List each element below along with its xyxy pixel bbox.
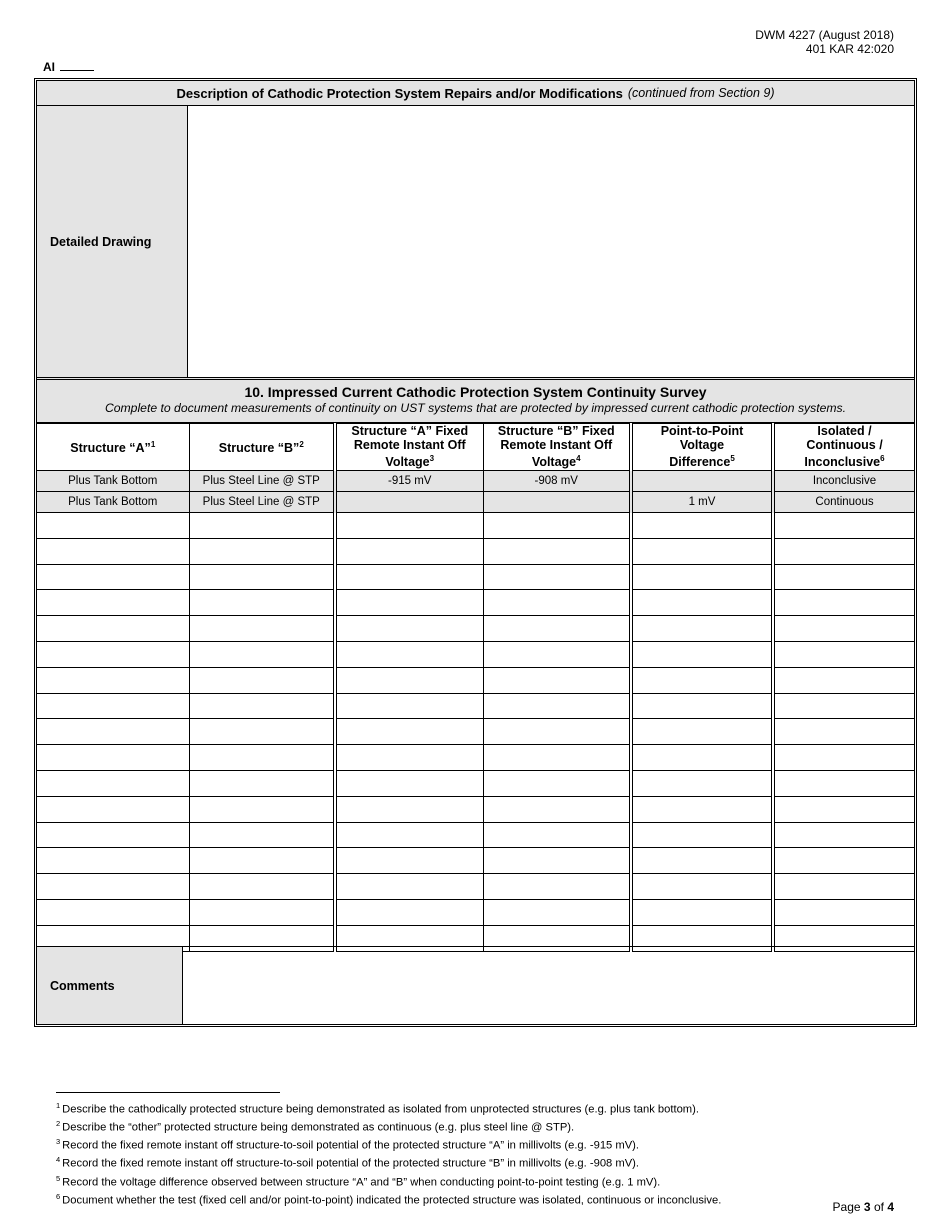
table-header-row xyxy=(37,424,914,471)
table-cell[interactable] xyxy=(483,822,631,848)
column-header-line xyxy=(775,424,914,438)
table-cell[interactable] xyxy=(37,770,189,796)
table-cell[interactable] xyxy=(335,770,483,796)
table-cell[interactable] xyxy=(189,796,335,822)
table-row xyxy=(37,471,914,492)
column-header-line xyxy=(633,438,771,452)
column-header xyxy=(631,424,773,471)
column-header-text: Point-to-Point xyxy=(660,424,744,439)
table-cell[interactable] xyxy=(37,513,189,539)
table-cell[interactable] xyxy=(773,667,914,693)
table-row xyxy=(37,848,914,874)
table-cell[interactable]: 1 mV xyxy=(631,492,773,513)
table-row xyxy=(37,719,914,745)
table-row xyxy=(37,564,914,590)
table-cell[interactable] xyxy=(37,564,189,590)
table-row xyxy=(37,492,914,513)
column-header-text: Voltage xyxy=(531,455,577,470)
table-cell[interactable] xyxy=(189,641,335,667)
table-cell[interactable] xyxy=(335,538,483,564)
footnote-text: Record the fixed remote instant off structure-to-soil potential of the protected structure “B” in millivolts (e.g. -908 mV). xyxy=(62,1158,639,1171)
footnote-text: Record the voltage difference observed between structure “A” and “B” when conducting point-to-point testing (e.g. 1 mV). xyxy=(62,1176,661,1189)
description-title: Description of Cathodic Protection System Repairs and/or Modifications xyxy=(176,85,623,101)
table-cell[interactable] xyxy=(189,899,335,925)
page-current: 3 xyxy=(863,1200,871,1214)
table-cell[interactable] xyxy=(37,667,189,693)
footnote xyxy=(56,1153,721,1171)
table-cell[interactable] xyxy=(631,848,773,874)
table-row xyxy=(37,538,914,564)
table-cell[interactable] xyxy=(483,848,631,874)
table-cell[interactable] xyxy=(631,590,773,616)
footnote-number: 1 xyxy=(56,1101,61,1110)
column-header-line xyxy=(484,452,630,469)
footnote-text: Document whether the test (fixed cell and/or point-to-point) indicated the protected structure was isolated, continuous or inconclusive. xyxy=(62,1194,722,1207)
detailed-drawing-label: Detailed Drawing xyxy=(37,106,188,377)
table-cell[interactable] xyxy=(335,641,483,667)
table-cell[interactable] xyxy=(483,564,631,590)
footnote-text: Record the fixed remote instant off structure-to-soil potential of the protected structure “A” in millivolts (e.g. -915 mV). xyxy=(62,1140,639,1153)
table-cell[interactable] xyxy=(631,641,773,667)
column-header-text: Continuous / xyxy=(806,438,883,453)
table-cell[interactable] xyxy=(631,745,773,771)
continuity-survey-table xyxy=(37,423,914,952)
footnote xyxy=(56,1117,721,1135)
column-header xyxy=(189,424,335,471)
table-cell[interactable] xyxy=(189,848,335,874)
table-cell[interactable] xyxy=(189,745,335,771)
table-cell[interactable] xyxy=(773,513,914,539)
comments-area[interactable] xyxy=(183,946,914,1024)
table-cell[interactable] xyxy=(483,770,631,796)
page-number xyxy=(833,1200,894,1214)
ai-field xyxy=(43,59,94,74)
form-number: DWM 4227 (August 2018) xyxy=(755,28,894,42)
table-row xyxy=(37,667,914,693)
description-section-title xyxy=(37,81,914,106)
table-cell[interactable] xyxy=(37,538,189,564)
table-cell[interactable] xyxy=(631,616,773,642)
table-cell[interactable] xyxy=(189,513,335,539)
table-cell[interactable] xyxy=(37,848,189,874)
page-prefix: Page xyxy=(832,1200,861,1214)
column-header-text: Voltage xyxy=(385,455,430,470)
table-cell[interactable] xyxy=(335,513,483,539)
column-header xyxy=(335,424,483,471)
table-cell[interactable] xyxy=(631,538,773,564)
table-cell[interactable] xyxy=(631,719,773,745)
column-header-line xyxy=(633,424,771,438)
table-cell[interactable] xyxy=(37,899,189,925)
footnote xyxy=(56,1135,721,1153)
regulation-citation: 401 KAR 42:020 xyxy=(805,42,894,56)
column-header-text: Structure “A” xyxy=(70,441,151,456)
survey-subtitle: Complete to document measurements of continuity on UST systems that are protected by impressed current cathodic protection systems. xyxy=(104,401,847,415)
table-cell[interactable] xyxy=(631,667,773,693)
survey-title: 10. Impressed Current Cathodic Protection System Continuity Survey xyxy=(244,384,707,400)
column-header-line xyxy=(775,438,914,452)
table-cell[interactable] xyxy=(483,899,631,925)
column-header-line xyxy=(190,438,334,455)
column-header-line xyxy=(633,452,771,469)
table-cell[interactable] xyxy=(483,538,631,564)
description-title-note: (continued from Section 9) xyxy=(627,86,775,100)
column-header-line xyxy=(37,438,189,455)
table-cell[interactable] xyxy=(37,616,189,642)
table-cell[interactable] xyxy=(773,564,914,590)
table-cell[interactable] xyxy=(773,874,914,900)
table-cell[interactable] xyxy=(189,616,335,642)
form-identifier xyxy=(755,28,894,56)
ai-input-line[interactable] xyxy=(60,59,94,71)
table-cell[interactable]: Plus Tank Bottom xyxy=(37,471,189,492)
table-row xyxy=(37,693,914,719)
column-header-text: Inconclusive xyxy=(804,455,881,470)
table-cell[interactable] xyxy=(37,590,189,616)
table-cell[interactable] xyxy=(189,770,335,796)
table-cell[interactable] xyxy=(631,513,773,539)
footnote-text: Describe the “other” protected structure being demonstrated as continuous (e.g. plus steel line @ STP). xyxy=(62,1121,575,1134)
footnote-number: 4 xyxy=(56,1155,61,1165)
ai-label: AI xyxy=(43,60,55,74)
table-cell[interactable] xyxy=(773,848,914,874)
table-cell[interactable] xyxy=(335,590,483,616)
table-row xyxy=(37,513,914,539)
table-cell[interactable] xyxy=(631,822,773,848)
table-cell[interactable] xyxy=(189,564,335,590)
detailed-drawing-area[interactable] xyxy=(189,106,914,377)
table-row xyxy=(37,641,914,667)
table-cell[interactable] xyxy=(631,693,773,719)
table-cell[interactable] xyxy=(631,899,773,925)
column-header-text: Voltage xyxy=(679,438,725,453)
table-cell[interactable] xyxy=(37,719,189,745)
table-cell[interactable] xyxy=(773,822,914,848)
table-cell[interactable] xyxy=(335,667,483,693)
page-total: 4 xyxy=(887,1200,894,1214)
table-cell[interactable] xyxy=(773,796,914,822)
table-cell[interactable] xyxy=(773,590,914,616)
comments-label: Comments xyxy=(37,946,183,1024)
footnote-text: Describe the cathodically protected structure being demonstrated as isolated from unprotected structures (e.g. plus tank bottom). xyxy=(62,1103,699,1116)
footnote-number: 3 xyxy=(56,1137,61,1147)
table-cell[interactable] xyxy=(483,616,631,642)
table-cell[interactable]: Plus Steel Line @ STP xyxy=(189,492,335,513)
table-cell[interactable] xyxy=(773,719,914,745)
table-cell[interactable] xyxy=(631,471,773,492)
column-header-line xyxy=(337,424,483,438)
table-cell[interactable]: -915 mV xyxy=(335,471,483,492)
table-cell[interactable] xyxy=(335,848,483,874)
table-cell[interactable] xyxy=(335,745,483,771)
footnotes xyxy=(56,1099,721,1208)
table-cell[interactable] xyxy=(483,667,631,693)
page-of: of xyxy=(873,1200,884,1214)
column-header xyxy=(773,424,914,471)
table-cell[interactable] xyxy=(631,770,773,796)
table-cell[interactable] xyxy=(483,874,631,900)
table-cell[interactable] xyxy=(631,564,773,590)
table-cell[interactable] xyxy=(335,719,483,745)
table-cell[interactable] xyxy=(773,899,914,925)
table-cell[interactable]: Plus Steel Line @ STP xyxy=(189,471,335,492)
table-cell[interactable] xyxy=(189,693,335,719)
table-cell[interactable] xyxy=(335,796,483,822)
table-cell[interactable] xyxy=(773,770,914,796)
table-cell[interactable] xyxy=(37,693,189,719)
column-header-text: Remote Instant Off xyxy=(500,438,613,453)
table-cell[interactable] xyxy=(773,538,914,564)
table-cell[interactable] xyxy=(483,492,631,513)
table-cell[interactable]: -908 mV xyxy=(483,471,631,492)
footnote-ref: 6 xyxy=(880,454,885,464)
column-header-line xyxy=(484,438,630,452)
table-cell[interactable] xyxy=(335,874,483,900)
table-row xyxy=(37,745,914,771)
table-cell[interactable] xyxy=(631,874,773,900)
footnote-ref: 5 xyxy=(730,454,735,464)
table-cell[interactable] xyxy=(37,641,189,667)
table-cell[interactable] xyxy=(773,693,914,719)
table-row xyxy=(37,616,914,642)
column-header-text: Structure “B” xyxy=(218,441,300,456)
footnote-ref: 4 xyxy=(576,454,581,464)
column-header-text: Remote Instant Off xyxy=(353,438,466,453)
table-cell[interactable] xyxy=(483,719,631,745)
column-header-line xyxy=(775,452,914,469)
footnote-ref: 2 xyxy=(299,440,304,450)
column-header-line xyxy=(337,452,483,469)
table-cell[interactable] xyxy=(773,745,914,771)
table-cell[interactable] xyxy=(37,745,189,771)
table-cell[interactable]: Continuous xyxy=(773,492,914,513)
table-cell[interactable] xyxy=(483,641,631,667)
footnote-ref: 3 xyxy=(429,454,435,464)
table-cell[interactable] xyxy=(189,667,335,693)
table-cell[interactable] xyxy=(773,641,914,667)
table-row xyxy=(37,822,914,848)
footnote xyxy=(56,1172,721,1190)
column-header xyxy=(37,424,189,471)
footnote-number: 2 xyxy=(56,1119,61,1129)
table-cell[interactable] xyxy=(483,590,631,616)
form-sheet xyxy=(34,78,917,1027)
column-header xyxy=(483,424,631,471)
column-header-text: Structure “A” Fixed xyxy=(351,424,469,439)
table-row xyxy=(37,899,914,925)
table-row xyxy=(37,590,914,616)
table-cell[interactable] xyxy=(631,796,773,822)
footnote-number: 5 xyxy=(56,1173,61,1183)
table-cell[interactable] xyxy=(189,719,335,745)
table-row xyxy=(37,874,914,900)
table-cell[interactable] xyxy=(189,590,335,616)
footnote-divider xyxy=(56,1092,280,1093)
table-cell[interactable] xyxy=(483,796,631,822)
table-cell[interactable] xyxy=(335,492,483,513)
table-cell[interactable] xyxy=(189,874,335,900)
table-cell[interactable] xyxy=(335,564,483,590)
survey-section-title xyxy=(37,377,914,423)
table-cell[interactable] xyxy=(37,796,189,822)
footnote-number: 6 xyxy=(56,1191,61,1201)
table-cell[interactable]: Plus Tank Bottom xyxy=(37,492,189,513)
table-cell[interactable] xyxy=(335,822,483,848)
column-header-text: Structure “B” Fixed xyxy=(497,424,615,439)
column-header-line xyxy=(337,438,483,452)
table-cell[interactable] xyxy=(483,513,631,539)
table-cell[interactable] xyxy=(37,822,189,848)
table-cell[interactable] xyxy=(37,874,189,900)
table-row xyxy=(37,796,914,822)
table-cell[interactable] xyxy=(189,822,335,848)
table-cell[interactable]: Inconclusive xyxy=(773,471,914,492)
table-cell[interactable] xyxy=(773,616,914,642)
table-cell[interactable] xyxy=(335,899,483,925)
table-cell[interactable] xyxy=(335,616,483,642)
footnote xyxy=(56,1190,721,1208)
table-cell[interactable] xyxy=(335,693,483,719)
table-cell[interactable] xyxy=(189,538,335,564)
table-cell[interactable] xyxy=(483,745,631,771)
column-header-line xyxy=(484,424,630,438)
table-row xyxy=(37,770,914,796)
column-header-text: Difference xyxy=(669,455,731,470)
footnote xyxy=(56,1099,721,1117)
column-header-text: Isolated / xyxy=(817,424,872,439)
table-cell[interactable] xyxy=(483,693,631,719)
footnote-ref: 1 xyxy=(150,440,156,450)
